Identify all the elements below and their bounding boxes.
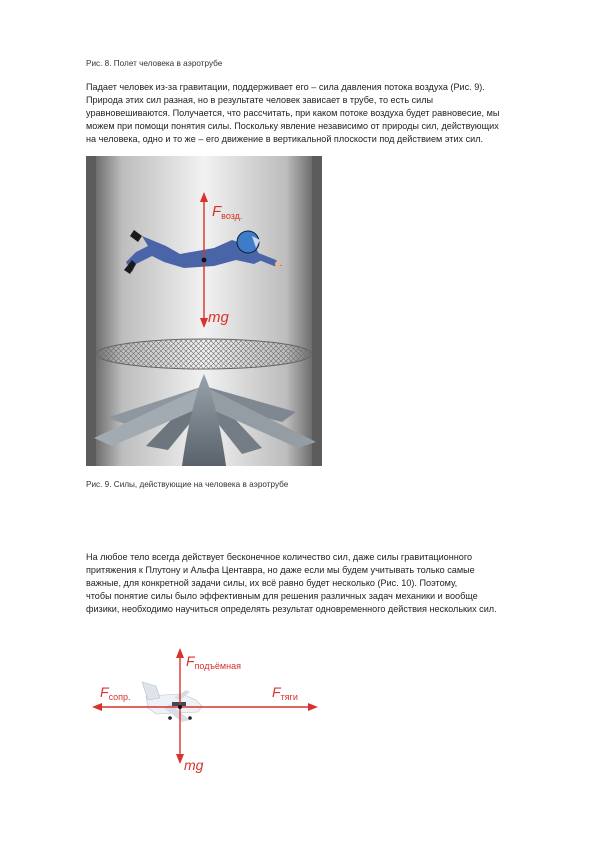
text-line: притяжения к Плутону и Альфа Центавра, но даже если мы будем учитывать только самые <box>86 565 475 575</box>
text-line: уравновешиваются. Получается, что рассчитать, при каком потоке воздуха будет равновесие, мы <box>86 108 500 118</box>
wind-tunnel-figure <box>86 156 322 466</box>
airplane-forces-figure <box>86 634 322 780</box>
airplane <box>142 682 202 722</box>
text-line: можем при помощи понятия силы. Поскольку явление независимо от природы сил, действующих <box>86 121 499 131</box>
figure-9-caption: Рис. 9. Силы, действующие на человека в аэротрубе <box>86 480 289 489</box>
text-line: на человека, одно и то же – его движение в вертикальной плоскости под действием этих сил. <box>86 134 484 144</box>
force-gravity-label: mg <box>184 757 204 773</box>
force-air-label: $F_{возд.}$ <box>212 203 243 221</box>
text-line: Падает человек из-за гравитации, поддерживает его – сила давления потока воздуха (Рис. 9). <box>86 82 485 92</box>
text-line: важные, для конкретной задачи силы, их всё равно будет несколько (Рис. 10). Поэтому, <box>86 578 458 588</box>
figure-8-caption: Рис. 8. Полет человека в аэротрубе <box>86 59 223 68</box>
force-drag-label: $F_{сопр.}$ <box>100 684 131 702</box>
safety-net <box>96 339 312 369</box>
paragraph-air-tube <box>86 81 499 146</box>
text-line: На любое тело всегда действует бесконечное количество сил, даже силы гравитационного <box>86 552 473 562</box>
force-gravity-label: mg <box>208 309 229 326</box>
force-thrust-label: $F_{тяги}$ <box>272 684 298 702</box>
force-lift-label: $F_{подъёмная}$ <box>186 653 241 671</box>
paragraph-many-forces <box>86 551 497 616</box>
text-line: физики, необходимо научиться определять результат одновременного действия нескольких сил. <box>86 604 497 614</box>
text-line: Природа этих сил разная, но в результате человек зависает в трубе, то есть силы <box>86 95 434 105</box>
text-line: чтобы понятие силы было эффективным для решения различных задач механики и вообще <box>86 591 478 601</box>
